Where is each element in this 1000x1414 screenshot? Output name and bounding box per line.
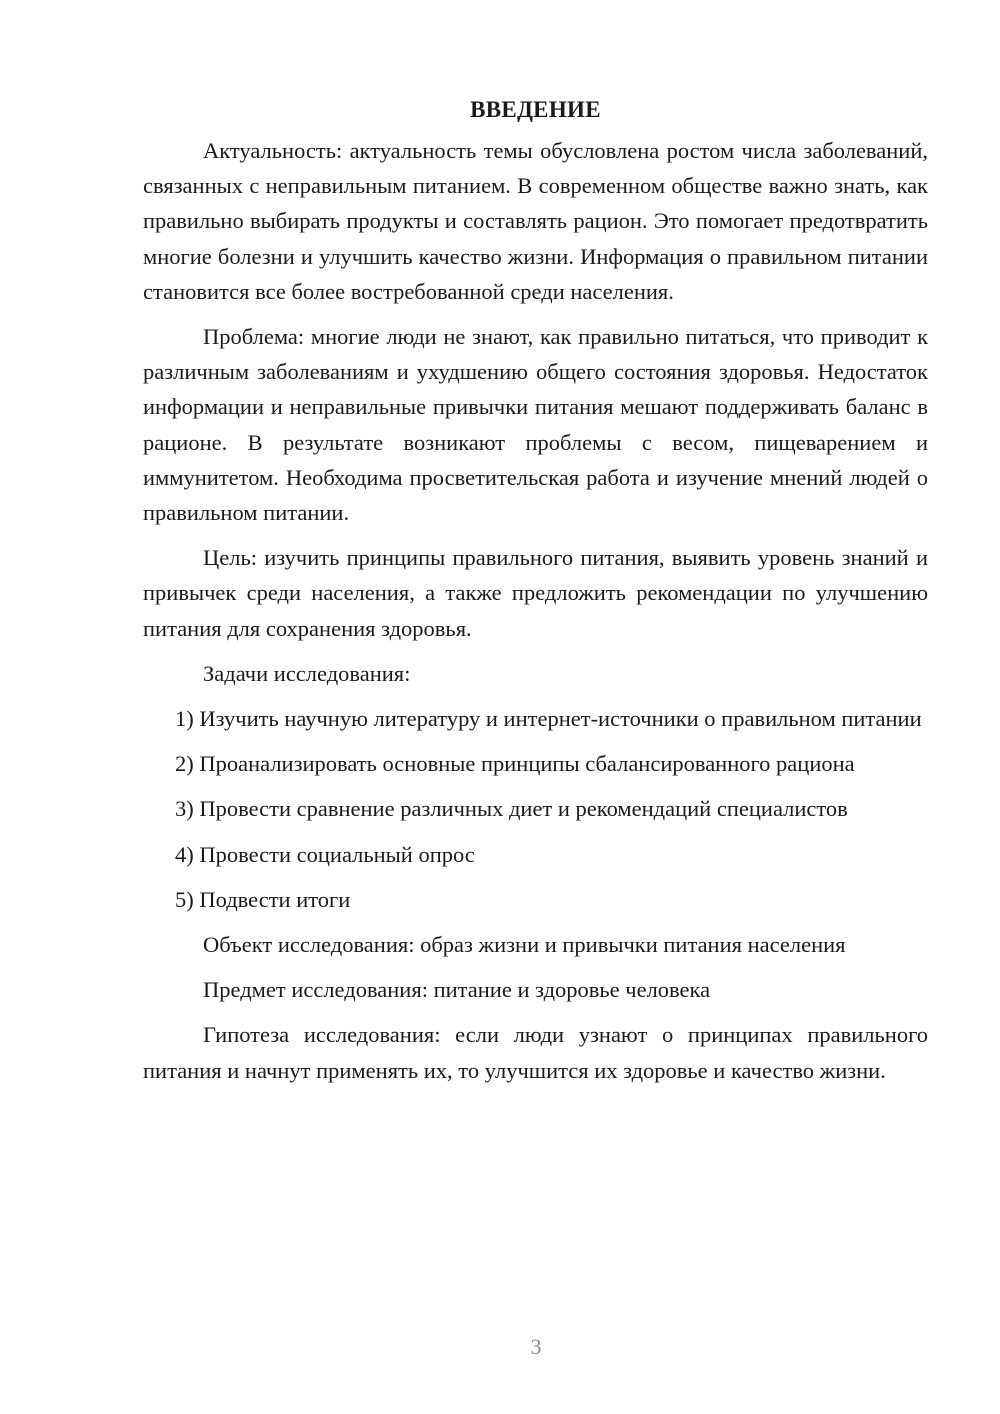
- paragraph-relevance: Актуальность: актуальность темы обусловлена ростом числа заболеваний, связанных с неправильным питанием. В современном обществе важно знать, как правильно выбирать продукты и составлять рацион. Это помогает предотвратить многие болезни и улучшить качество жизни. Информация о правильном питании становится все более востребованной среди населения.: [143, 138, 928, 304]
- document-page: [143, 92, 928, 1098]
- paragraph-tasks-heading: Задачи исследования:: [203, 660, 411, 686]
- task-item-4: 4) Провести социальный опрос: [175, 841, 475, 867]
- paragraph-goal: Цель: изучить принципы правильного питания, выявить уровень знаний и привычек среди населения, а также предложить рекомендации по улучшению питания для сохранения здоровья.: [143, 545, 928, 641]
- paragraph-problem: Проблема: многие люди не знают, как правильно питаться, что приводит к различным заболеваниям и ухудшению общего состояния здоровья. Недостаток информации и неправильные привычки питания мешают поддерживать баланс в рационе. В результате возникают проблемы с весом, пищеварением и иммунитетом. Необходима просветительская работа и изучение мнений людей о правильном питании.: [143, 324, 928, 526]
- page-title: ВВЕДЕНИЕ: [470, 97, 601, 122]
- task-item-1: 1) Изучить научную литературу и интернет-источники о правильном питании: [175, 706, 922, 732]
- task-item-5: 5) Подвести итоги: [175, 886, 351, 912]
- paragraph-subject: Предмет исследования: питание и здоровье человека: [203, 977, 711, 1003]
- paragraph-hypothesis: Гипотеза исследования: если люди узнают о принципах правильного питания и начнут применять их, то улучшится их здоровье и качество жизни.: [143, 1022, 928, 1083]
- task-item-3: 3) Провести сравнение различных диет и рекомендаций специалистов: [175, 796, 848, 822]
- task-item-2: 2) Проанализировать основные принципы сбалансированного рациона: [175, 751, 855, 777]
- page-number: 3: [530, 1334, 542, 1359]
- paragraph-object: Объект исследования: образ жизни и привычки питания населения: [203, 932, 846, 958]
